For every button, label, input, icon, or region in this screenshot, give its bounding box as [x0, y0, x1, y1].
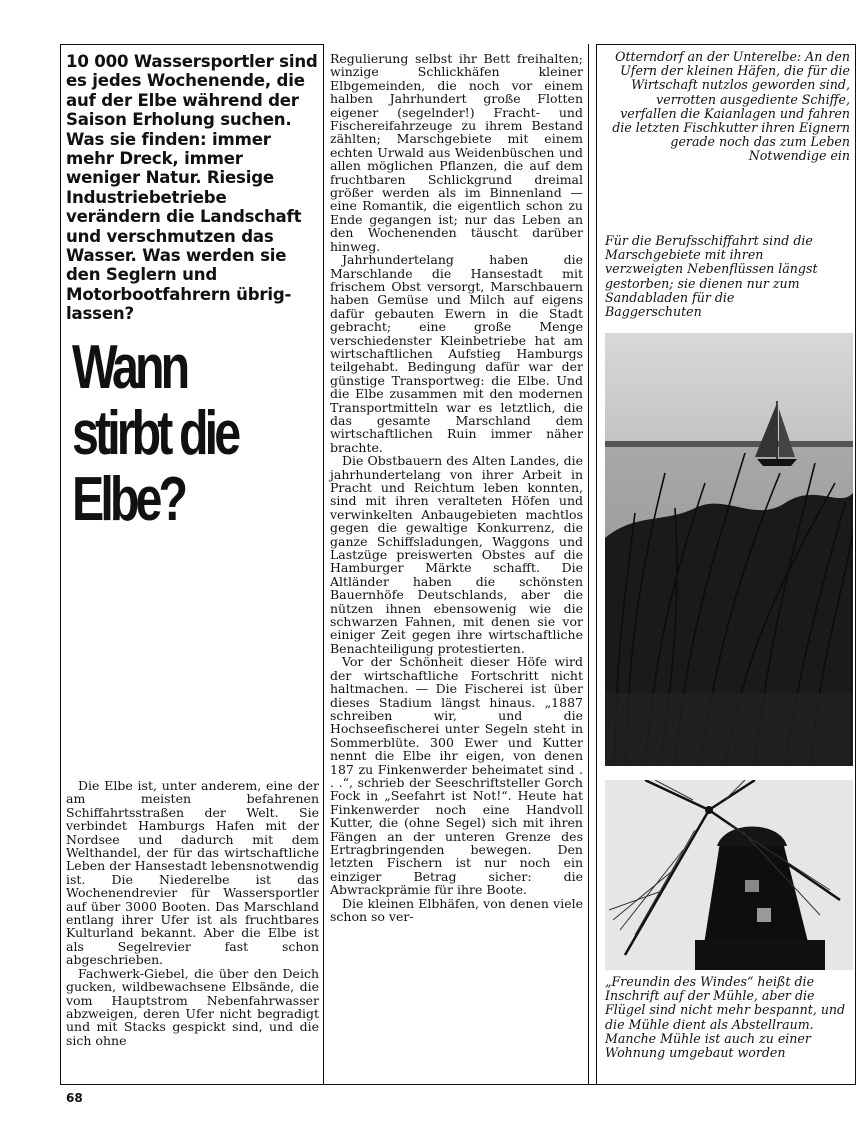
headline [72, 335, 267, 533]
headline-line-2: stirbt die [72, 399, 238, 468]
left-column-rule-top [60, 44, 324, 45]
right-column-rule-left [596, 44, 597, 1085]
article-column-2 [330, 52, 583, 923]
page-number: 68 [66, 1091, 83, 1105]
left-column-rule-right [323, 44, 324, 1085]
article-column-1 [66, 779, 319, 1047]
caption-windmill: „Freundin des Windes“ heißt die Inschrift auf der Mühle, aber die Flügel sind nicht mehr bespannt, und die Mühle dient als Abstellraum. Manche Mühle ist auch zu einer Wohnung umgebaut worden [605, 974, 846, 1061]
caption-otterndorf: Otterndorf an der Unterelbe: An den Ufern der kleinen Häfen, die für die Wirtschaft nutzlos geworden sind, verrotten ausgediente Schiffe, verfallen die Kaianlagen und fahren die letzten Fischkutter ihren Eignern gerade noch das zum Leben Notwendige ein [612, 49, 850, 164]
windmill-photo [605, 780, 853, 970]
headline-line-1: Wann [72, 333, 187, 402]
left-column-rule-vertical [60, 44, 61, 1085]
paragraph: Die kleinen Elbhäfen, von denen viele schon so ver- [330, 895, 583, 924]
paragraph: Jahrhundertelang haben die Marschlande die Hansestadt mit frischem Obst versorgt, Marschbauern haben Gemüse und Milch auf eigens dafür gebauten Ewern in die Stadt gebracht; eine große Menge verschiedenster Kleinbetriebe hat am wirtschaftlichen Aufstieg Hamburgs teilgehabt. Bedingung dafür war der günstige Transportweg: die Elbe. Und die Elbe zusammen mit den modernen Transportmitteln war es letztlich, die das gesamte Marschland dem wirtschaftlichen Ruin immer näher brachte. [330, 252, 583, 455]
paragraph: Fachwerk-Giebel, die über den Deich gucken, wildbewachsene Elbsände, die vom Hauptstrom Nebenfahrwasser abzweigen, deren Ufer nicht begradigt und mit Stacks gespickt sind, und die sich ohne [66, 965, 319, 1048]
middle-column-rule [588, 44, 589, 1085]
paragraph: Die Elbe ist, unter anderem, eine der am meisten befahrenen Schiffahrtsstraßen der Welt. Sie verbindet Hamburgs Hafen mit der Nordsee und dadurch mit dem Welthandel, der für das wirtschaftliche Leben der Hansestadt lebensnotwendig ist. Die Niederelbe ist das Wochenendrevier für Wassersportler auf über 3000 Booten. Das Marschland entlang ihrer Ufer ist als fruchtbares Kulturland bekannt. Aber die Elbe ist als Segelrevier fast schon abgeschrieben. [66, 778, 319, 968]
headline-line-3: Elbe? [72, 465, 185, 534]
paragraph: Die Obstbauern des Alten Landes, die jahrhundertelang von ihrer Arbeit in Pracht und Reichtum leben konnten, sind mit ihren veralteten Höfen und verwinkelten Anbaugebieten machtlos gegen die gewaltige Konkurrenz, die ganze Schiffsladungen, Waggons und Lastzüge preiswerten Obstes auf die Hamburger Märkte schafft. Die Altländer haben die schönsten Bauernhöfe Deutschlands, aber die nützen ihnen ebensowenig wie die schwarzen Fahnen, mit denen sie vor einiger Zeit gegen ihre wirtschaftliche Benachteiligung protestierten. [330, 453, 583, 656]
reed-sailboat-photo [605, 333, 853, 766]
right-column-rule-right [855, 44, 856, 1085]
paragraph: Vor der Schönheit dieser Höfe wird der wirtschaftliche Fortschritt nicht haltmachen. — Die Fischerei ist über dieses Stadium längst hinaus. „1887 schreiben wir, und die Hochseefischerei unter Segeln steht in Sommerblüte. 300 Ewer und Kutter nennt die Elbe ihr eigen, von denen 187 zu Finkenwerder beheimatet sind . . .“, schrieb der Seeschriftsteller Gorch Fock in „Seefahrt ist Not!“. Heute hat Finkenwerder noch eine Handvoll Kutter, die (ohne Segel) sich mit ihren Fängen an der unteren Grenze des Ertragbringenden bewegen. Den letzten Fischern ist nur noch ein einziger Betrag sicher: die Abwrackprämie für ihre Boote. [330, 654, 583, 898]
reed-sailboat-image [605, 333, 853, 766]
intro-teaser: 10 000 Wassersportler sind es jedes Wochenende, die auf der Elbe während der Saison Erholung suchen. Was sie finden: immer mehr Dreck, immer weniger Natur. Riesige Industriebetriebe verändern die Landschaft und verschmutzen das Wasser. Was werden sie den Seglern und Motorbootfahrern übrig-lassen? [66, 52, 318, 324]
windmill-image [605, 780, 853, 970]
bottom-rule [60, 1084, 856, 1085]
paragraph: Regulierung selbst ihr Bett freihalten; winzige Schlickhäfen kleiner Elbgemeinden, die noch vor einem halben Jahrhundert große Flotten eigener (segelnder!) Fracht- und Fischereifahrzeuge zu ihrem Bestand zählten; Marschgebiete mit einem echten Urwald aus Weidenbüschen und allen möglichen Pflanzen, die auf dem fruchtbaren Schlickgrund dreimal größer werden als im Binnenland — eine Romantik, die eigentlich schon zu Ende gegangen ist; nur das Leben an den Wochenenden täuscht darüber hinweg. [330, 51, 583, 254]
right-column-rule-top [596, 44, 856, 45]
caption-marsh: Für die Berufsschiffahrt sind die Marschgebiete mit ihren verzweigten Nebenflüssen längst gestorben; sie dienen nur zum Sandabladen für die Baggerschuten [605, 233, 818, 320]
